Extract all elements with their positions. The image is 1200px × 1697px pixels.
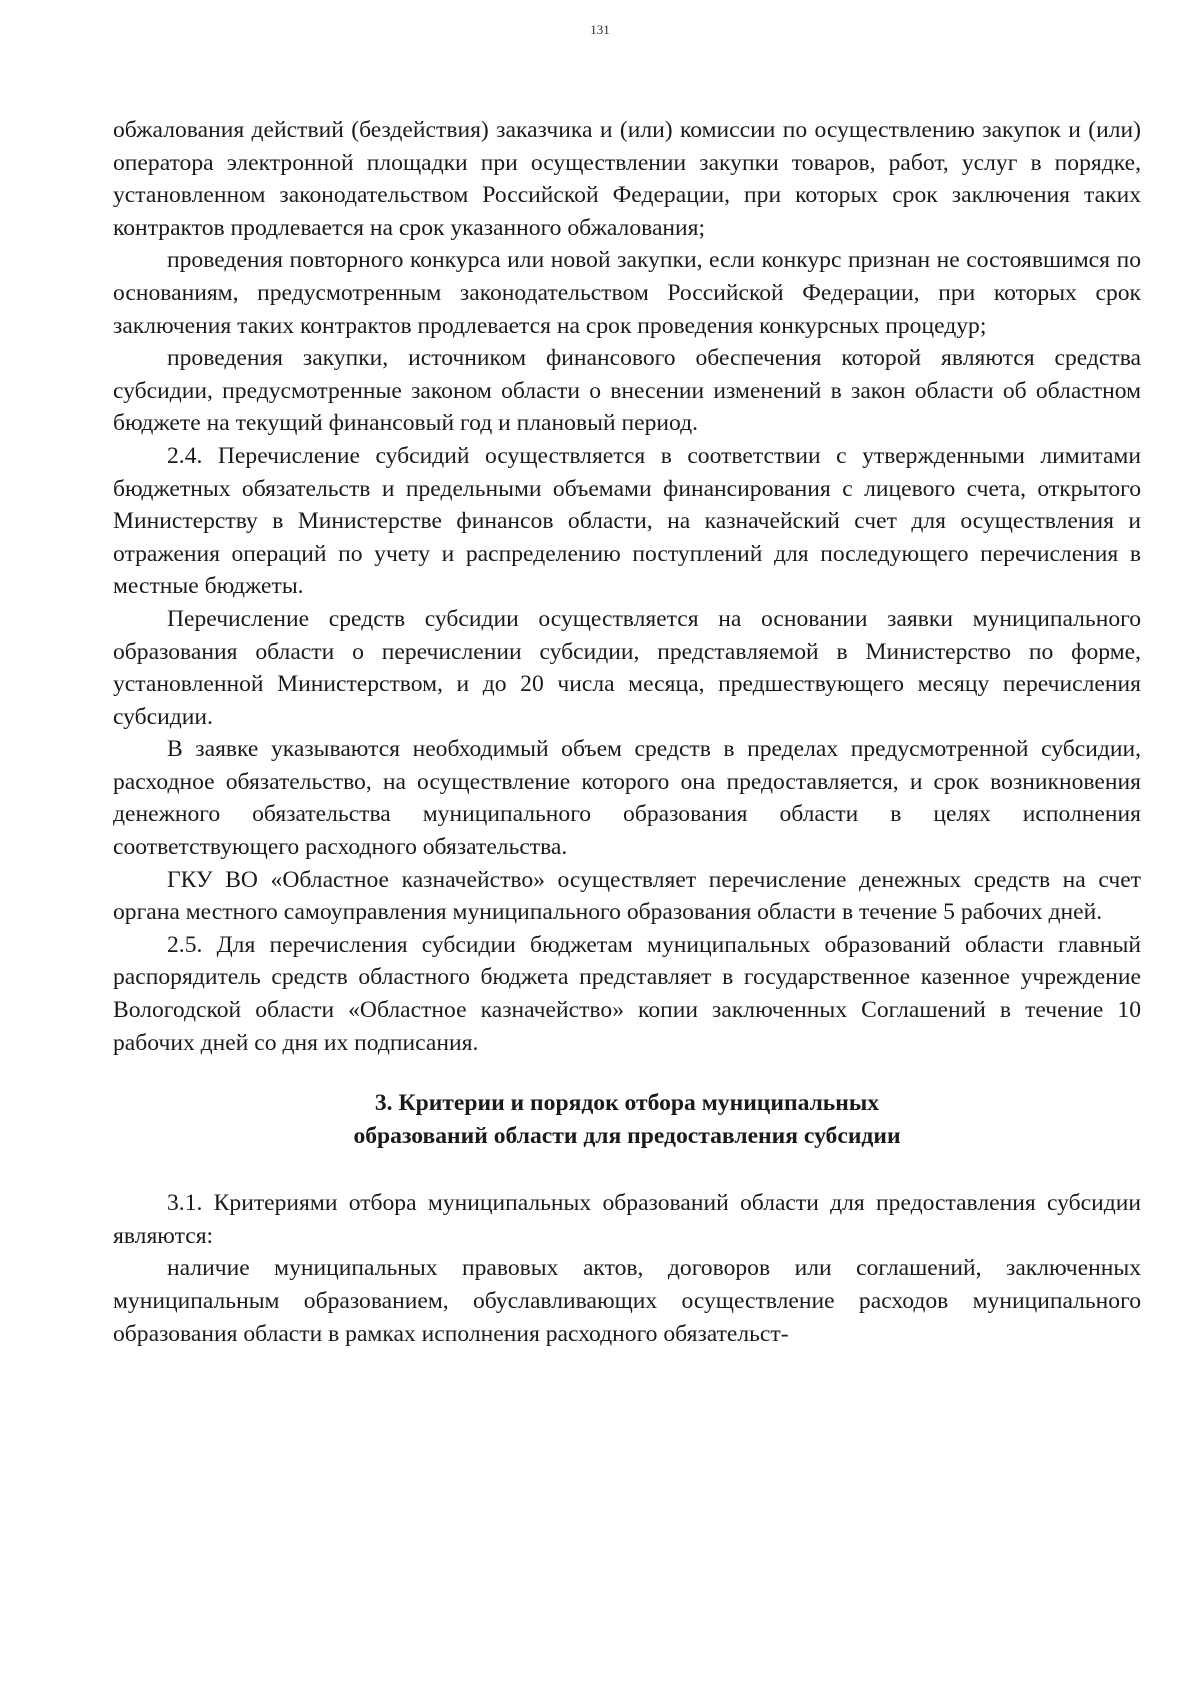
paragraph: 2.4. Перечисление субсидий осуществляется в соответствии с утвержденными лимитами бюджетных обязательств и предельными объемами финансирования с лицевого счета, открытого Министерству в Министерстве финансов области, на казначейский счет для осуществления и отражения операций по учету и распределению поступлений для последующего перечисления в местные бюджеты. bbox=[113, 442, 1141, 600]
paragraph: В заявке указываются необходимый объем средств в пределах предусмотренной субсидии, расходное обязательство, на осуществление которого она предоставляется, и срок возникновения денежного обязательства муниципального образования области в целях исполнения соответствующего расходного обязательства. bbox=[113, 736, 1141, 861]
paragraph: проведения закупки, источником финансового обеспечения которой являются средства субсидии, предусмотренные законом области о внесении изменений в закон области об областном бюджете на текущий финансовый год и плановый период. bbox=[113, 345, 1141, 437]
paragraph: 3.1. Критериями отбора муниципальных образований области для предоставления субсидии являются: bbox=[113, 1190, 1141, 1249]
paragraph: Перечисление средств субсидии осуществляется на основании заявки муниципального образования области о перечислении субсидии, представляемой в Министерство по форме, установленной Министерством, и до 20 числа месяца, предшествующего месяцу перечисления субсидии. bbox=[113, 605, 1141, 730]
paragraph: проведения повторного конкурса или новой закупки, если конкурс признан не состоявшимся по основаниям, предусмотренным законодательством Российской Федерации, при которых срок заключения таких контрактов продлевается на срок проведения конкурсных процедур; bbox=[113, 247, 1141, 339]
section-heading-line: образований области для предоставления субсидии bbox=[353, 1123, 901, 1150]
paragraph: 2.5. Для перечисления субсидии бюджетам муниципальных образований области главный распорядитель средств областного бюджета представляет в государственное казенное учреждение Вологодской области «Областное казначейство» копии заключенных Соглашений в течение 10 рабочих дней со дня их подписания. bbox=[113, 931, 1141, 1056]
page-number: 131 bbox=[590, 22, 610, 37]
document-body bbox=[113, 114, 1141, 1350]
paragraph: наличие муниципальных правовых актов, договоров или соглашений, заключенных муниципальным образованием, обуславливающих осуществление расходов муниципального образования области в рамках исполнения расходного обязательст- bbox=[113, 1255, 1141, 1347]
section-heading-line: 3. Критерии и порядок отбора муниципальных bbox=[374, 1090, 880, 1117]
paragraph: ГКУ ВО «Областное казначейство» осуществляет перечисление денежных средств на счет органа местного самоуправления муниципального образования области в течение 5 рабочих дней. bbox=[113, 866, 1141, 926]
section-heading bbox=[113, 1087, 1141, 1153]
paragraph: обжалования действий (бездействия) заказчика и (или) комиссии по осуществлению закупок и (или) оператора электронной площадки при осуществлении закупки товаров, работ, услуг в порядке, установленном законодательством Российской Федерации, при которых срок заключения таких контрактов продлевается на срок указанного обжалования; bbox=[113, 117, 1141, 241]
